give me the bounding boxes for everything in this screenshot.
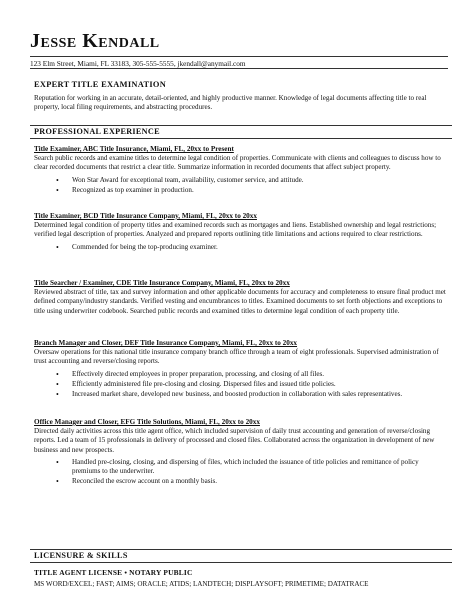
achievement-item: • Handled pre-closing, closing, and dispersing of files, which included the issuance of title policies and remittance of policy premiums to the underwriter. (66, 458, 448, 476)
job-achievements (34, 370, 448, 400)
job-title: Office Manager and Closer, EFG Title Solutions, Miami, FL, 20xx to 20xx (34, 418, 260, 426)
section-heading-experience: PROFESSIONAL EXPERIENCE (30, 125, 452, 139)
job-title: Title Examiner, ABC Title Insurance, Miami, FL, 20xx to Present (34, 145, 234, 153)
job-description: Reviewed abstract of title, tax and survey information and other applicable documents for accuracy and completeness to ensure final product met defined company/industry standards. Verified vesting and encumbrances to titles. Examined documents to set forth objections and exceptions to title using underwriter codebook. Searched public records and examined titles to determine legal condition of each property title. (34, 288, 446, 315)
job-title: Branch Manager and Closer, DEF Title Insurance Company, Miami, FL, 20xx to 20xx (34, 339, 298, 347)
achievement-item: • Commended for being the top-producing examiner. (66, 243, 448, 252)
achievement-item: • Reconciled the escrow account on a monthly basis. (66, 477, 448, 486)
skills-list: MS WORD/EXCEL; FAST; AIMS; ORACLE; ATIDS; LANDTECH; DISPLAYSOFT; PRIMETIME; DATATRACE (34, 580, 369, 588)
contact-divider (30, 68, 448, 69)
job-title: Title Examiner, BCD Title Insurance Company, Miami, FL, 20xx to 20xx (34, 212, 257, 220)
summary: Reputation for working in an accurate, detail-oriented, and highly productive manner. Knowledge of legal documents affecting title to real property, local filing requirements, and abstracting procedures. (34, 94, 427, 112)
job-achievements (34, 243, 448, 252)
job-achievements (34, 176, 448, 195)
job-entry (34, 212, 448, 253)
job-entry (34, 145, 448, 196)
achievement-item: • Increased market share, developed new business, and boosted production in collaboration with sales representatives. (66, 390, 448, 399)
contact-line: 123 Elm Street, Miami, FL 33183, 305-555-5555, jkendall@anymail.com (30, 56, 448, 68)
achievement-item: • Effectively directed employees in proper preparation, processing, and closing of all files. (66, 370, 448, 379)
job-title: Title Searcher / Examiner, CDE Title Insurance Company, Miami, FL, 20xx to 20xx (34, 279, 290, 287)
job-description: Determined legal condition of property titles and examined records such as mortgages and liens. Established ownership and legal restrictions; verified legal description of properties. Analyzed and prepared reports outlining title limitations and actions required to clear restrictions. (34, 221, 437, 239)
licenses: TITLE AGENT LICENSE • NOTARY PUBLIC (34, 568, 193, 577)
achievement-item: • Efficiently administered file pre-closing and closing. Dispersed files and issued title policies. (66, 380, 448, 389)
headline: EXPERT TITLE EXAMINATION (34, 80, 167, 89)
job-entry (34, 339, 448, 400)
job-achievements (34, 458, 448, 487)
achievement-item: • Recognized as top examiner in production. (66, 186, 448, 195)
job-description: Search public records and examine titles to determine legal condition of properties. Communicate with clients and colleagues to discuss how to clear recorded documents that restrict a clear title. Summarize information in recorded documents that affect subject property. (34, 154, 441, 172)
job-entry (34, 418, 448, 487)
section-heading-licensure: LICENSURE & SKILLS (30, 549, 452, 563)
job-description: Oversaw operations for this national title insurance company branch office through a team of eight professionals. Supervised administration of trust accounting and reverse/closing reports. (34, 348, 439, 366)
candidate-name: Jesse Kendall (30, 30, 160, 52)
achievement-item: • Won Star Award for exceptional team, availability, customer service, and attitude. (66, 176, 448, 185)
job-description: Directed daily activities across this title agent office, which included supervision of daily trust accounting and generation of reverse/closing reports. Led a team of 15 professionals in delivery of processed and closed files. Collaborated across the organization in development of new business and new prospects. (34, 427, 435, 454)
job-entry (34, 279, 448, 316)
